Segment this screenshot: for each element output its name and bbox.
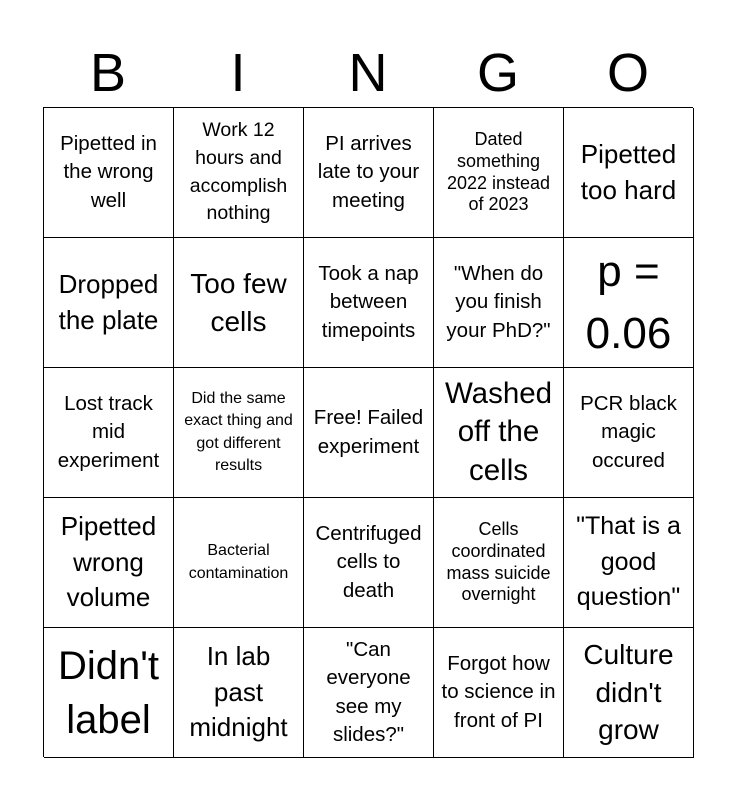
bingo-cell[interactable]: Centrifuged cells to death: [304, 498, 434, 628]
bingo-board: [43, 107, 693, 757]
header-letter-g: G: [476, 43, 519, 103]
bingo-cell[interactable]: Forgot how to science in front of PI: [434, 628, 564, 758]
bingo-cell[interactable]: Didn't label: [44, 628, 174, 758]
bingo-cell[interactable]: Pipetted too hard: [564, 108, 694, 238]
bingo-cell[interactable]: Bacterial contamination: [174, 498, 304, 628]
header-letter-i: I: [230, 43, 246, 103]
bingo-cell[interactable]: Free! Failed experiment: [304, 368, 434, 498]
bingo-cell[interactable]: Work 12 hours and accomplish nothing: [174, 108, 304, 238]
bingo-cell[interactable]: Did the same exact thing and got different results: [174, 368, 304, 498]
header-letter-b: B: [89, 43, 127, 103]
bingo-cell[interactable]: "That is a good question": [564, 498, 694, 628]
bingo-cell[interactable]: "Can everyone see my slides?": [304, 628, 434, 758]
bingo-cell[interactable]: Pipetted wrong volume: [44, 498, 174, 628]
bingo-cell[interactable]: PI arrives late to your meeting: [304, 108, 434, 238]
bingo-cell[interactable]: Lost track mid experiment: [44, 368, 174, 498]
bingo-cell[interactable]: Culture didn't grow: [564, 628, 694, 758]
header-letter-o: O: [606, 43, 649, 103]
bingo-cell[interactable]: p = 0.06: [564, 238, 694, 368]
bingo-cell[interactable]: PCR black magic occured: [564, 368, 694, 498]
bingo-cell[interactable]: Too few cells: [174, 238, 304, 368]
bingo-cell[interactable]: Dropped the plate: [44, 238, 174, 368]
bingo-cell[interactable]: In lab past midnight: [174, 628, 304, 758]
bingo-cell[interactable]: Took a nap between timepoints: [304, 238, 434, 368]
bingo-header: [43, 40, 693, 106]
bingo-cell[interactable]: Dated something 2022 instead of 2023: [434, 108, 564, 238]
bingo-cell[interactable]: Washed off the cells: [434, 368, 564, 498]
bingo-cell[interactable]: Pipetted in the wrong well: [44, 108, 174, 238]
header-letter-n: N: [348, 43, 388, 103]
bingo-cell[interactable]: "When do you finish your PhD?": [434, 238, 564, 368]
bingo-cell[interactable]: Cells coordinated mass suicide overnight: [434, 498, 564, 628]
